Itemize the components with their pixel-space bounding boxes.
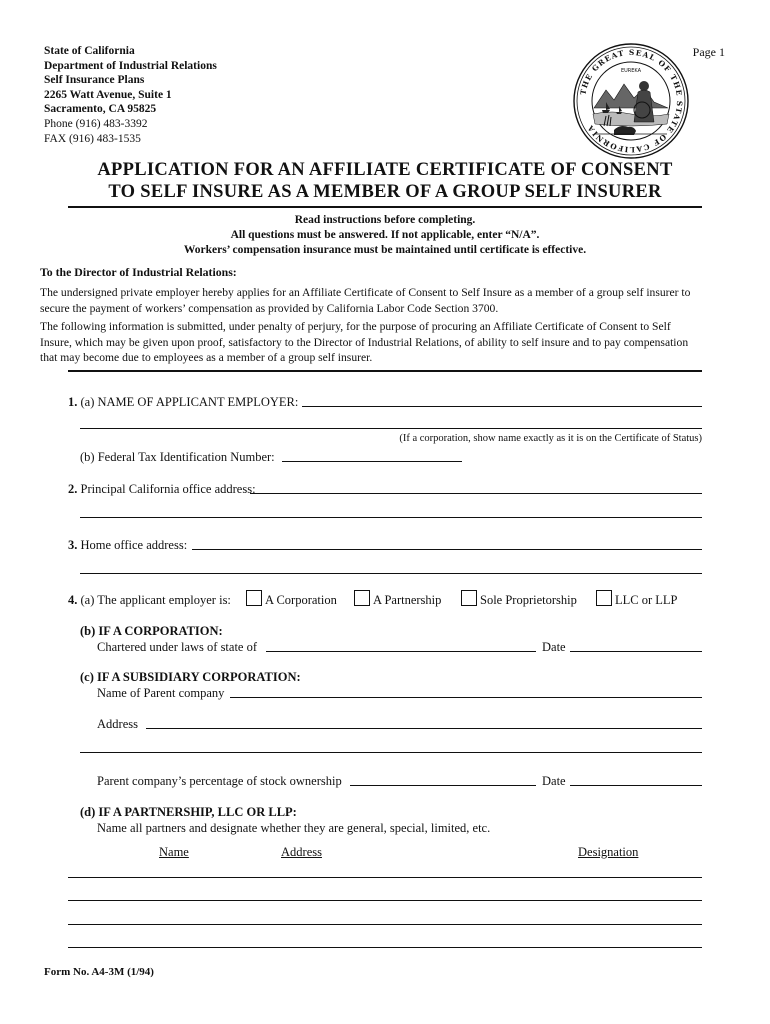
option-partnership[interactable] — [354, 590, 441, 608]
stock-ownership-field[interactable] — [350, 785, 536, 786]
tax-id-field[interactable] — [282, 461, 462, 462]
header-line: Sacramento, CA 95825 — [44, 103, 157, 116]
q1a-label — [68, 395, 298, 410]
parent-address-field-line2[interactable] — [80, 752, 702, 753]
q1b-label: (b) Federal Tax Identification Number: — [80, 450, 275, 464]
fax-number: FAX (916) 483-1535 — [44, 132, 141, 145]
page-number: Page 1 — [692, 45, 725, 59]
q1-note: (If a corporation, show name exactly as it is on the Certificate of Status) — [399, 433, 702, 444]
column-header-designation: Designation — [578, 845, 639, 859]
principal-address-field-line2[interactable] — [80, 517, 702, 518]
perjury-paragraph: The following information is submitted, under penalty of perjury, for the purpose of procuring an Affiliate Certificate of Consent to Self Insure, which may be given upon proof, satisfactory to the Director of Industrial Relations, of ability to self insure and to pay compensation that may become due to employees as a member of a group self insurer. — [40, 320, 689, 364]
employer-name-field-line2[interactable] — [80, 428, 702, 429]
parent-company-label: Name of Parent company — [97, 686, 225, 700]
q3-label — [68, 538, 187, 553]
employer-name-field[interactable] — [302, 406, 702, 407]
header-line: Self Insurance Plans — [44, 74, 145, 87]
intro-paragraph: The undersigned private employer hereby applies for an Affiliate Certificate of Consent to Self Insure as a member of a group self insurer to secure the payment of workers’ compensation as provided by California Labor Code Section 3700. — [40, 286, 691, 315]
parent-address-label: Address — [97, 717, 138, 731]
salutation: To the Director of Industrial Relations: — [40, 265, 237, 279]
partners-instruction: Name all partners and designate whether they are general, special, limited, etc. — [97, 821, 491, 835]
home-office-address-field-line2[interactable] — [80, 573, 702, 574]
q4-number: 4. — [68, 593, 78, 607]
section-divider — [68, 370, 702, 372]
form-title — [40, 159, 730, 203]
partner-row-line[interactable] — [68, 947, 702, 948]
chartered-date-field[interactable] — [570, 651, 702, 652]
home-office-address-field[interactable] — [192, 549, 702, 550]
principal-address-field[interactable] — [250, 493, 702, 494]
option-label: Sole Proprietorship — [480, 593, 577, 607]
header-line: State of California — [44, 45, 135, 57]
parent-company-field[interactable] — [230, 697, 702, 698]
chartered-label: Chartered under laws of state of — [97, 640, 258, 654]
instruction-line: All questions must be answered. If not applicable, enter “N/A”. — [230, 229, 540, 241]
seal-motto: EUREKA — [620, 68, 642, 74]
option-label: A Corporation — [265, 593, 337, 607]
partner-row-line[interactable] — [68, 900, 702, 901]
option-llc-llp[interactable] — [596, 590, 678, 608]
q2-text: Principal California office address: — [80, 482, 256, 496]
option-label: A Partnership — [373, 593, 442, 607]
date-label: Date — [542, 640, 566, 654]
agency-address-block — [44, 44, 217, 146]
instructions — [40, 213, 730, 258]
title-divider — [68, 206, 702, 208]
option-label: LLC or LLP — [615, 593, 678, 607]
q4d-heading: (d) IF A PARTNERSHIP, LLC OR LLP: — [80, 805, 297, 819]
q4a-text: (a) The applicant employer is: — [80, 593, 231, 607]
form-title-line1: APPLICATION FOR AN AFFILIATE CERTIFICATE OF CONSENT — [97, 160, 673, 180]
partner-row-line[interactable] — [68, 877, 702, 878]
q3-text: Home office address: — [80, 538, 188, 552]
partnership-checkbox[interactable] — [354, 590, 370, 606]
form-title-line2: TO SELF INSURE AS A MEMBER OF A GROUP SELF INSURER — [108, 182, 662, 202]
option-sole-proprietorship[interactable] — [461, 590, 577, 608]
partner-row-line[interactable] — [68, 924, 702, 925]
parent-address-field[interactable] — [146, 728, 702, 729]
date-label: Date — [542, 774, 566, 788]
llc-llp-checkbox[interactable] — [596, 590, 612, 606]
california-seal-icon — [572, 42, 690, 160]
column-header-name: Name — [159, 845, 189, 859]
option-corporation[interactable] — [246, 590, 337, 608]
seal-ring-text: THE GREAT SEAL OF THE STATE OF CALIFORNIA — [578, 47, 685, 155]
instruction-line: Read instructions before completing. — [294, 214, 476, 226]
phone-number: Phone (916) 483-3392 — [44, 117, 148, 130]
q3-number: 3. — [68, 538, 78, 552]
form-number: Form No. A4-3M (1/94) — [44, 966, 154, 978]
stock-ownership-date-field[interactable] — [570, 785, 702, 786]
q2-label — [68, 482, 256, 497]
q4a-label — [68, 593, 231, 608]
chartered-state-field[interactable] — [266, 651, 536, 652]
q1a-text: (a) NAME OF APPLICANT EMPLOYER: — [80, 395, 299, 409]
q4c-heading: (c) IF A SUBSIDIARY CORPORATION: — [80, 670, 301, 684]
q1-number: 1. — [68, 395, 78, 409]
column-header-address: Address — [281, 845, 322, 859]
corporation-checkbox[interactable] — [246, 590, 262, 606]
instruction-line: Workers’ compensation insurance must be maintained until certificate is effective. — [183, 244, 587, 256]
header-line: Department of Industrial Relations — [44, 59, 217, 72]
q4b-heading: (b) IF A CORPORATION: — [80, 624, 223, 638]
q2-number: 2. — [68, 482, 78, 496]
header-line: 2265 Watt Avenue, Suite 1 — [44, 88, 172, 101]
sole-proprietorship-checkbox[interactable] — [461, 590, 477, 606]
stock-ownership-label: Parent company’s percentage of stock ownership — [97, 774, 342, 788]
